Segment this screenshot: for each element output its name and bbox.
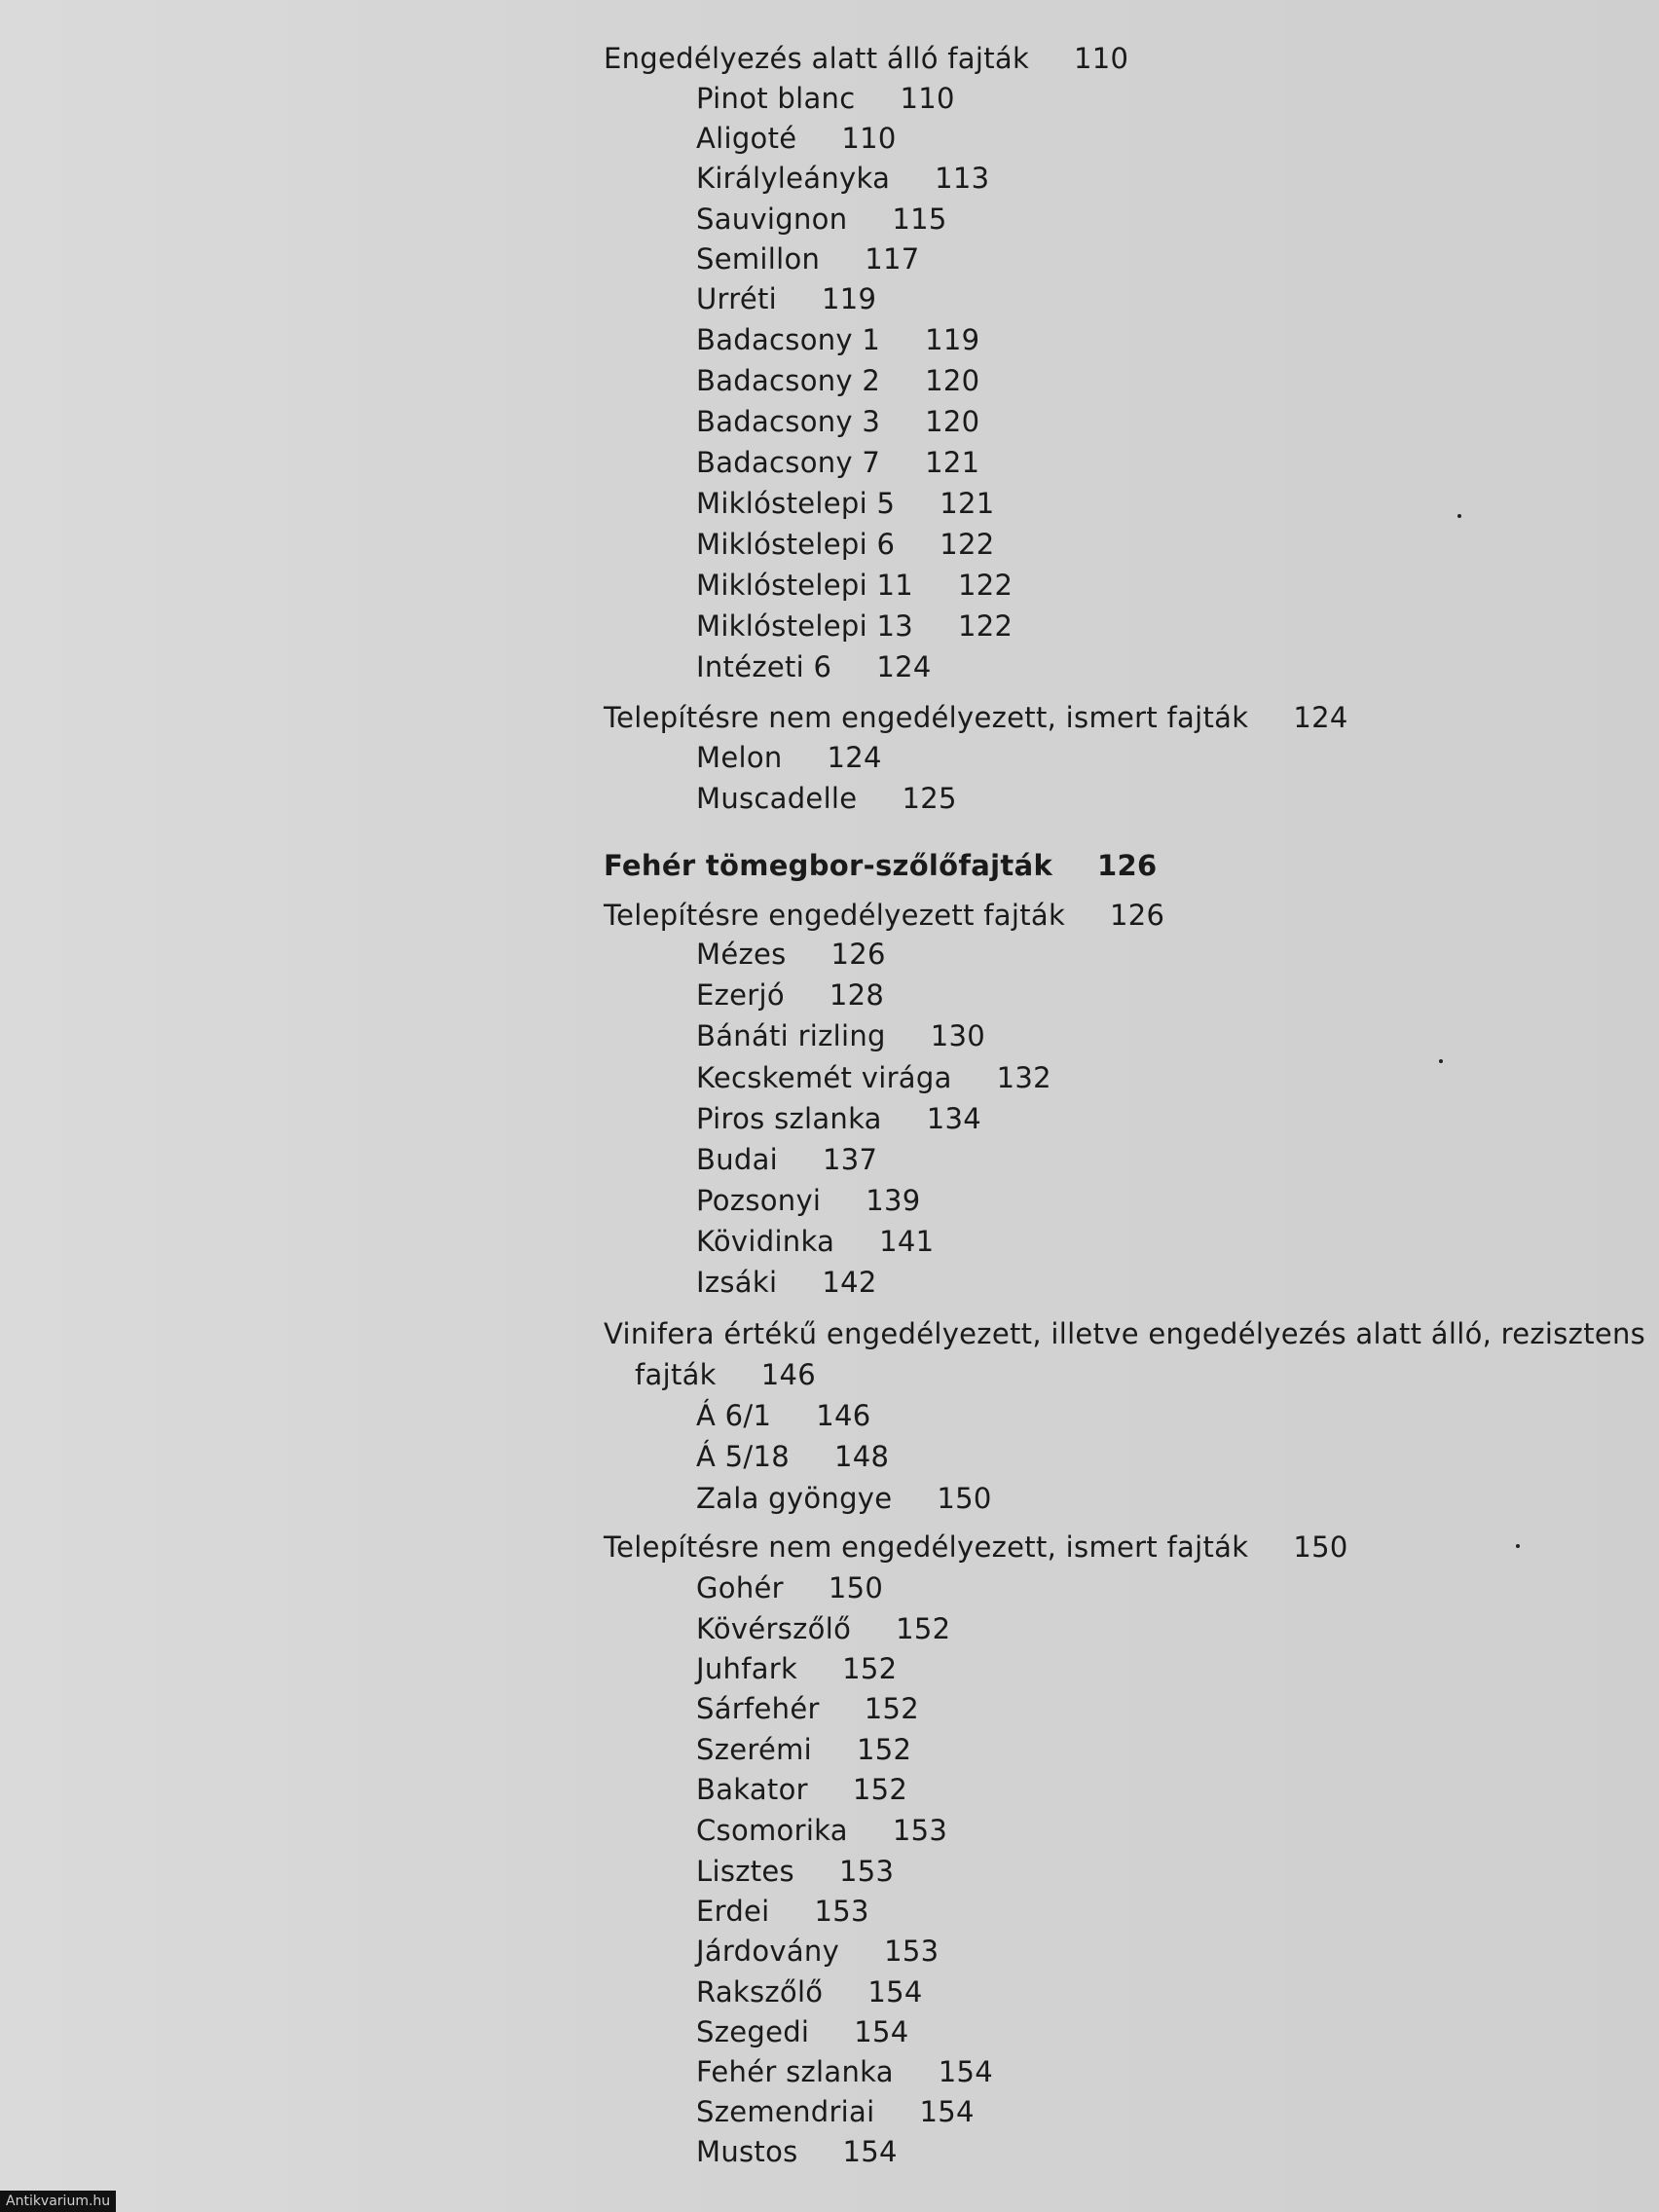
toc-entry: [696, 1225, 934, 1258]
toc-entry-title: Bánáti rizling: [696, 1019, 886, 1052]
toc-entry: [696, 1571, 883, 1604]
toc-page-number: 150: [828, 1571, 884, 1604]
toc-page-number: 121: [940, 487, 995, 520]
toc-entry-title: Budai: [696, 1143, 779, 1176]
toc-entry: [696, 1102, 981, 1135]
toc-entry-title: Semillon: [696, 242, 821, 276]
toc-entry-title: Fehér szlanka: [696, 2055, 894, 2088]
toc-entry: [696, 364, 979, 397]
toc-entry: [696, 1612, 950, 1645]
toc-page-number: 137: [823, 1143, 878, 1176]
toc-entry-title: Sárfehér: [696, 1692, 820, 1725]
toc-entry-title: Zala gyöngye: [696, 1482, 893, 1515]
toc-entry-title: Miklóstelepi 11: [696, 569, 913, 602]
toc-page-number: 117: [865, 242, 920, 276]
toc-page-number: 110: [841, 122, 897, 155]
toc-entry: [696, 282, 876, 315]
toc-entry-title: Miklóstelepi 13: [696, 609, 913, 643]
toc-entry: [696, 323, 979, 356]
toc-entry: [696, 1652, 897, 1685]
toc-subheading: [635, 1358, 816, 1391]
toc-page-number: 134: [926, 1102, 982, 1135]
watermark: Antikvarium.hu: [0, 2191, 116, 2212]
toc-entry: [696, 978, 884, 1012]
toc-entry: [696, 938, 886, 971]
toc-entry: [696, 242, 919, 276]
toc-page-number: 115: [892, 203, 947, 236]
toc-entry: [696, 1399, 871, 1432]
toc-entry-title: Miklóstelepi 5: [696, 487, 896, 520]
toc-entry: [696, 1814, 947, 1847]
toc-entry-title: Erdei: [696, 1895, 770, 1928]
toc-entry: [696, 1143, 877, 1176]
toc-entry-title: Muscadelle: [696, 782, 858, 815]
toc-entry-title: Bakator: [696, 1773, 808, 1806]
toc-entry-title: Melon: [696, 741, 783, 774]
toc-page-number: 124: [827, 741, 882, 774]
toc-entry: [696, 528, 995, 561]
toc-subheading: [604, 899, 1164, 932]
paper-speck: [1516, 1544, 1520, 1548]
toc-page-number: 130: [930, 1019, 986, 1052]
toc-subheading: [604, 1530, 1348, 1564]
toc-entry-title: Á 6/1: [696, 1399, 772, 1432]
toc-entry-title: Pozsonyi: [696, 1184, 822, 1217]
paper-speck: [1439, 1059, 1443, 1063]
toc-entry: [696, 1895, 869, 1928]
toc-section-heading: [604, 849, 1157, 882]
toc-entry: [696, 162, 989, 195]
toc-entry: [696, 122, 897, 155]
toc-entry: [696, 569, 1013, 602]
toc-entry-title: Járdovány: [696, 1935, 840, 1968]
toc-subheading: [604, 42, 1128, 75]
toc-entry-title: Izsáki: [696, 1266, 778, 1299]
toc-entry-title: Vinifera értékű engedélyezett, illetve engedélyezés alatt álló, rezisztens: [604, 1317, 1646, 1350]
toc-page-number: 152: [857, 1733, 912, 1766]
toc-page-number: 110: [900, 82, 955, 115]
toc-entry-title: Fehér tömegbor-szőlőfajták: [604, 849, 1053, 882]
toc-entry: [696, 1266, 877, 1299]
toc-page-number: 128: [829, 978, 885, 1012]
toc-entry-title: Telepítésre nem engedélyezett, ismert fajták: [604, 1530, 1249, 1564]
toc-entry: [696, 1935, 939, 1968]
toc-page-number: 122: [957, 569, 1014, 602]
toc-entry-title: Badacsony 2: [696, 364, 881, 397]
toc-page-number: 146: [816, 1399, 871, 1432]
toc-entry-title: Juhfark: [696, 1652, 798, 1685]
toc-page-number: 154: [842, 2135, 898, 2168]
toc-page-number: 120: [925, 405, 980, 438]
toc-entry: [696, 741, 882, 774]
toc-page-number: 121: [925, 446, 980, 479]
toc-entry-title: Gohér: [696, 1571, 784, 1604]
toc-entry: [696, 487, 995, 520]
toc-page-number: 119: [822, 282, 877, 315]
toc-entry-title: Intézeti 6: [696, 650, 832, 683]
toc-entry: [696, 82, 955, 115]
toc-entry-title: Engedélyezés alatt álló fajták: [604, 42, 1030, 75]
toc-entry-title: Sauvignon: [696, 203, 848, 236]
toc-page-number: 110: [1074, 42, 1129, 75]
toc-entry-title: Aligoté: [696, 122, 797, 155]
toc-entry-title: Mézes: [696, 938, 787, 971]
toc-page-number: 154: [867, 1975, 923, 2009]
toc-entry-title: Szegedi: [696, 2015, 810, 2048]
toc-page-number: 125: [902, 782, 957, 815]
toc-entry-title: Rakszőlő: [696, 1975, 824, 2009]
toc-page-number: 124: [1293, 701, 1348, 734]
toc-entry: [696, 609, 1013, 643]
toc-entry-title: Á 5/18: [696, 1440, 790, 1473]
toc-subheading: [604, 1317, 1645, 1350]
toc-entry: [696, 1692, 919, 1725]
toc-entry: [696, 1184, 921, 1217]
toc-page-number: 153: [814, 1895, 869, 1928]
toc-entry-title: Urréti: [696, 282, 777, 315]
toc-entry-title: Pinot blanc: [696, 82, 856, 115]
toc-page-number: 132: [996, 1061, 1051, 1094]
toc-page-number: 150: [937, 1482, 992, 1515]
toc-page-number: 154: [854, 2015, 909, 2048]
toc-page-number: 113: [935, 162, 990, 195]
toc-page-number: 120: [925, 364, 980, 397]
toc-entry-title: Telepítésre nem engedélyezett, ismert fajták: [604, 701, 1249, 734]
toc-page-number: 148: [833, 1440, 890, 1473]
toc-entry-title: Mustos: [696, 2135, 798, 2168]
toc-page-number: 152: [842, 1652, 898, 1685]
toc-entry-title: fajták: [635, 1358, 717, 1391]
toc-entry-title: Lisztes: [696, 1855, 794, 1888]
toc-entry-title: Ezerjó: [696, 978, 785, 1012]
toc-entry-title: Királyleányka: [696, 162, 891, 195]
toc-entry: [696, 2055, 993, 2088]
toc-entry-title: Piros szlanka: [696, 1102, 882, 1135]
toc-subheading: [604, 701, 1348, 734]
toc-entry: [696, 1975, 923, 2009]
toc-page-number: 126: [830, 938, 886, 971]
toc-entry: [696, 446, 979, 479]
toc-entry-title: Miklóstelepi 6: [696, 528, 896, 561]
toc-page-number: 154: [938, 2055, 994, 2088]
toc-entry: [696, 2015, 909, 2048]
toc-entry-title: Telepítésre engedélyezett fajták: [604, 899, 1066, 932]
toc-entry: [696, 1482, 992, 1515]
toc-entry: [696, 650, 932, 683]
toc-entry: [696, 1773, 907, 1806]
toc-page-number: 119: [925, 323, 980, 356]
toc-page-number: 146: [760, 1358, 817, 1391]
toc-entry: [696, 2095, 975, 2128]
paper-speck: [1457, 514, 1461, 518]
toc-page-number: 152: [864, 1692, 919, 1725]
toc-page-number: 126: [1110, 899, 1165, 932]
toc-page-number: 150: [1293, 1530, 1348, 1564]
toc-entry: [696, 782, 957, 815]
toc-entry-title: Kövidinka: [696, 1225, 835, 1258]
toc-page-number: 126: [1097, 849, 1158, 882]
toc-entry: [696, 2135, 898, 2168]
toc-page-number: 142: [822, 1266, 877, 1299]
toc-entry: [696, 203, 947, 236]
toc-entry-title: Badacsony 1: [696, 323, 881, 356]
toc-page-number: 122: [957, 609, 1014, 643]
toc-page-number: 152: [852, 1773, 908, 1806]
toc-entry: [696, 1733, 911, 1766]
toc-entry-title: Kövérszőlő: [696, 1612, 852, 1645]
toc-entry: [696, 1019, 985, 1052]
toc-page-number: 152: [896, 1612, 951, 1645]
toc-page-number: 141: [879, 1225, 935, 1258]
toc-entry-title: Kecskemét virága: [696, 1061, 952, 1094]
toc-page-number: 124: [876, 650, 932, 683]
toc-entry: [696, 1061, 1051, 1094]
toc-entry: [696, 1440, 889, 1473]
toc-page-number: 122: [940, 528, 995, 561]
toc-page-number: 153: [892, 1814, 948, 1847]
toc-entry-title: Szerémi: [696, 1733, 813, 1766]
toc-page-number: 154: [919, 2095, 975, 2128]
toc-page-number: 153: [884, 1935, 940, 1968]
toc-entry: [696, 1855, 894, 1888]
toc-page-number: 153: [838, 1855, 895, 1888]
toc-entry: [696, 405, 979, 438]
toc-entry-title: Badacsony 7: [696, 446, 881, 479]
toc-entry-title: Csomorika: [696, 1814, 848, 1847]
toc-entry-title: Badacsony 3: [696, 405, 881, 438]
toc-entry-title: Szemendriai: [696, 2095, 875, 2128]
toc-page-number: 139: [866, 1184, 921, 1217]
